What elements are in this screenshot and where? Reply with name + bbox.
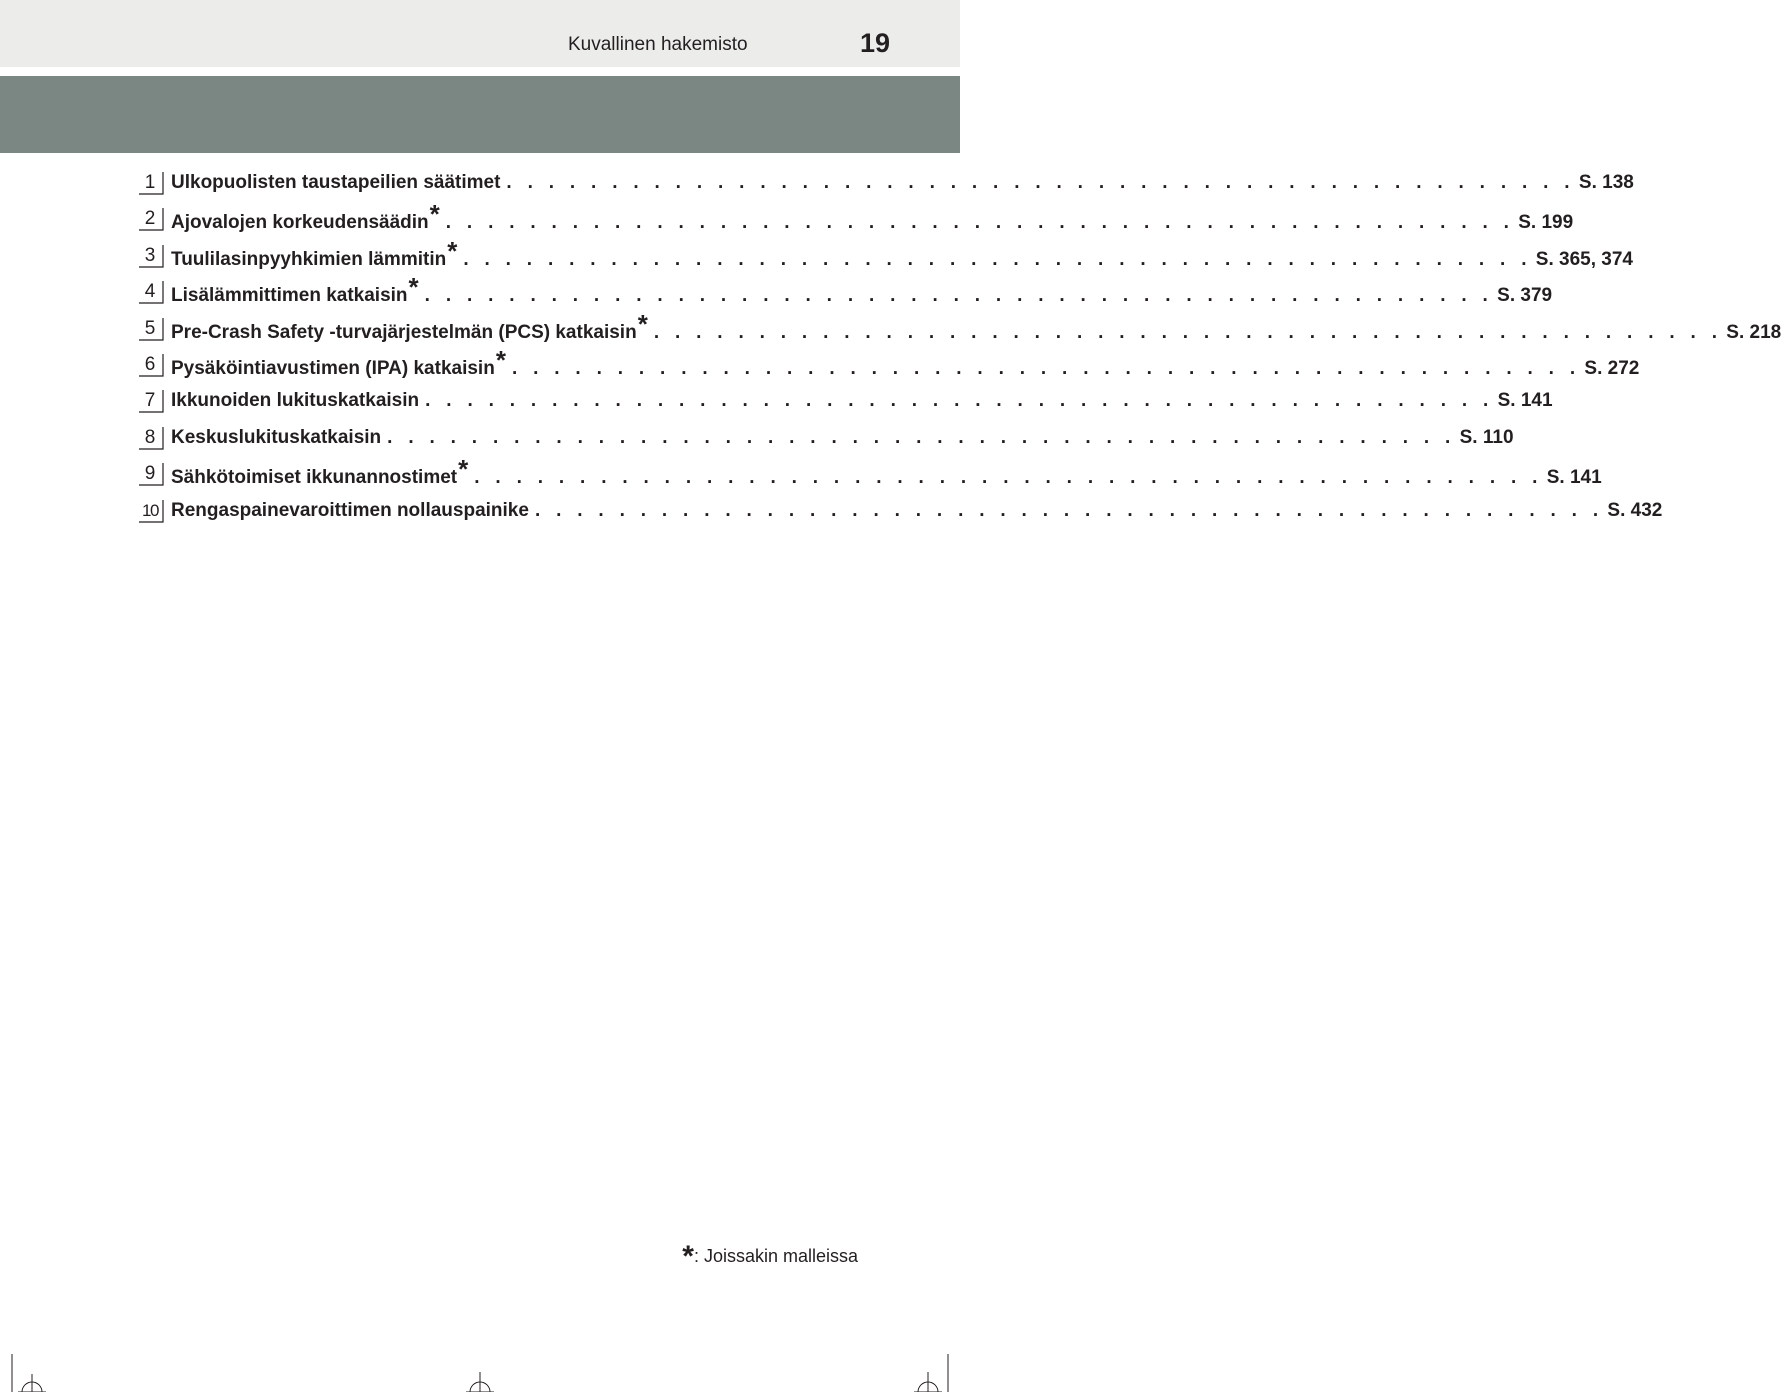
dot-leader: . . . . . . . . . . . . . . . . . . . . . . . . . . . . . . . . . . . . . . . . . . . . . . . . . . .: [425, 390, 1494, 412]
callout-number-box: [138, 499, 164, 523]
callout-number-box: [138, 353, 164, 377]
callout-number-box: [138, 171, 164, 195]
callout-number: 2: [144, 208, 156, 230]
dot-leader: . . . . . . . . . . . . . . . . . . . . . . . . . . . . . . . . . . . . . . . . . . . . . . . . . . .: [387, 426, 1456, 448]
index-entry: [138, 272, 1553, 310]
dot-leader: . . . . . . . . . . . . . . . . . . . . . . . . . . . . . . . . . . . . . . . . . . . . . . . . . . .: [445, 212, 1515, 234]
registration-mark-icon: [450, 1354, 510, 1392]
callout-number-box: [138, 280, 164, 304]
callout-number: 5: [144, 317, 156, 339]
entry-line: [171, 499, 1663, 523]
dot-leader: . . . . . . . . . . . . . . . . . . . . . . . . . . . . . . . . . . . . . . . . . . . . . . . . . . .: [653, 321, 1723, 343]
dot-leader: . . . . . . . . . . . . . . . . . . . . . . . . . . . . . . . . . . . . . . . . . . . . . . . . . . .: [511, 357, 1581, 379]
optional-asterisk: *: [637, 308, 648, 339]
page-reference[interactable]: S. 141: [1546, 467, 1602, 489]
callout-number: 1: [144, 172, 156, 193]
entry-line: [171, 426, 1514, 450]
entry-label: Ikkunoiden lukituskatkaisin: [171, 390, 420, 412]
page-reference[interactable]: S. 110: [1459, 426, 1514, 448]
entry-label: Pysäköintiavustimen (IPA) katkaisin: [171, 357, 495, 379]
index-entry: [138, 420, 1514, 456]
registration-mark-icon: [900, 1354, 960, 1392]
page-reference[interactable]: S. 218: [1726, 321, 1781, 343]
optional-asterisk: *: [429, 199, 440, 230]
index-entry: [138, 308, 1781, 347]
dot-leader: . . . . . . . . . . . . . . . . . . . . . . . . . . . . . . . . . . . . . . . . . . . . . . . . . . .: [506, 172, 1575, 193]
callout-number: 7: [144, 390, 156, 412]
entry-line: [171, 235, 1633, 272]
callout-number: 6: [144, 353, 156, 375]
callout-number: 9: [144, 463, 156, 485]
entry-line: [171, 308, 1781, 345]
callout-number: 3: [144, 244, 156, 266]
entry-line: [171, 272, 1553, 308]
callout-number-box: [138, 244, 164, 268]
index-entry: [138, 493, 1663, 529]
dot-leader: . . . . . . . . . . . . . . . . . . . . . . . . . . . . . . . . . . . . . . . . . . . . . . . . . . .: [534, 499, 1604, 521]
registration-mark-icon: [0, 1354, 60, 1392]
illustration-placeholder-bar: [0, 76, 960, 153]
entry-label: Pre-Crash Safety -turvajärjestelmän (PCS) katkaisin: [171, 321, 637, 343]
page-reference[interactable]: S. 379: [1497, 285, 1553, 307]
index-entry: [138, 454, 1602, 492]
entry-line: [171, 171, 1634, 195]
entry-label: Lisälämmittimen katkaisin: [171, 285, 408, 307]
section-title: Kuvallinen hakemisto: [568, 34, 748, 55]
index-entry: [138, 199, 1574, 237]
page-reference[interactable]: S. 432: [1607, 499, 1663, 521]
header-band: [0, 0, 960, 67]
page-number: 19: [860, 28, 891, 58]
optional-asterisk: *: [447, 235, 458, 266]
entry-label: Tuulilasinpyyhkimien lämmitin: [171, 248, 447, 270]
optional-asterisk: *: [495, 344, 506, 375]
callout-number: 8: [144, 426, 156, 448]
callout-number: 10: [142, 500, 158, 520]
callout-number-box: [138, 426, 164, 450]
page-reference[interactable]: S. 141: [1497, 390, 1553, 412]
optional-asterisk: *: [408, 272, 419, 303]
entry-line: [171, 454, 1602, 490]
dot-leader: . . . . . . . . . . . . . . . . . . . . . . . . . . . . . . . . . . . . . . . . . . . . . . . . . . .: [474, 467, 1543, 489]
page-reference[interactable]: S. 138: [1578, 172, 1634, 193]
entry-line: [171, 344, 1640, 381]
entry-line: [171, 389, 1553, 413]
entry-label: Rengaspainevaroittimen nollauspainike: [171, 499, 529, 521]
index-entry: [138, 383, 1553, 419]
index-list: [138, 165, 1781, 529]
entry-label: Keskuslukituskatkaisin: [171, 426, 382, 448]
footnote: [682, 1236, 858, 1273]
page-reference[interactable]: S. 365, 374: [1535, 248, 1633, 270]
entry-label: Ajovalojen korkeudensäädin: [171, 212, 429, 234]
dot-leader: . . . . . . . . . . . . . . . . . . . . . . . . . . . . . . . . . . . . . . . . . . . . . . . . . . .: [463, 248, 1532, 270]
callout-number-box: [138, 317, 164, 341]
index-entry: [138, 235, 1633, 274]
callout-number-box: [138, 462, 164, 486]
dot-leader: . . . . . . . . . . . . . . . . . . . . . . . . . . . . . . . . . . . . . . . . . . . . . . . . . . .: [424, 285, 1494, 307]
index-entry: [138, 165, 1634, 201]
optional-asterisk: *: [458, 454, 469, 485]
entry-label: Sähkötoimiset ikkunannostimet: [171, 467, 458, 489]
entry-label: Ulkopuolisten taustapeilien säätimet: [171, 172, 501, 193]
footnote-text: : Joissakin malleissa: [693, 1246, 858, 1266]
callout-number-box: [138, 207, 164, 231]
footnote-asterisk: *: [682, 1240, 694, 1273]
page-reference[interactable]: S. 199: [1518, 212, 1574, 234]
index-entry: [138, 344, 1640, 383]
entry-line: [171, 199, 1574, 235]
callout-number: 4: [144, 281, 156, 303]
callout-number-box: [138, 389, 164, 413]
page-reference[interactable]: S. 272: [1584, 357, 1640, 379]
